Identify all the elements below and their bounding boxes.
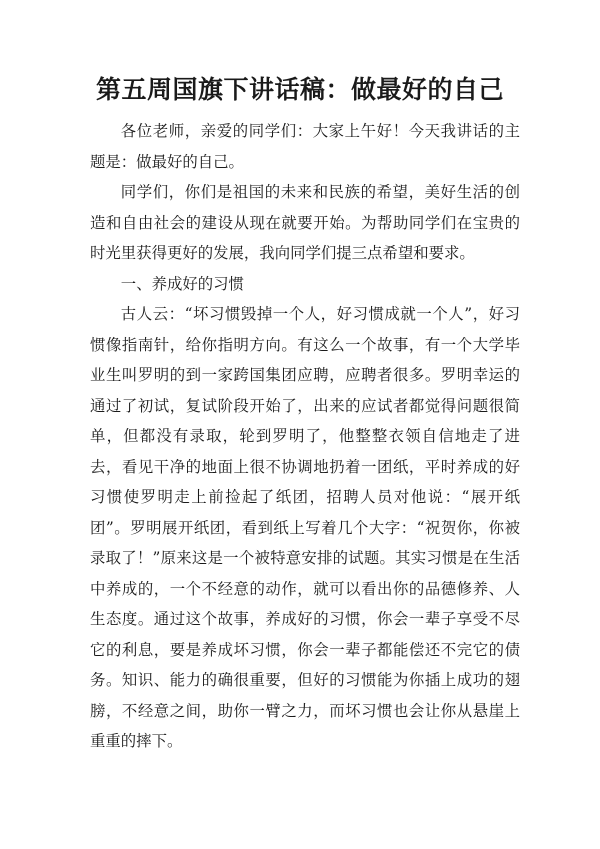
story-paragraph: 古人云：“坏习惯毁掉一个人，好习惯成就一个人”，好习惯像指南针，给你指明方向。有这么一个故事，有一个大学毕业生叫罗明的到一家跨国集团应聘，应聘者很多。罗明幸运的通过了初试，复试阶段开始了，出来的应试者都觉得问题很简单，但都没有录取，轮到罗明了，他整整衣领自信地走了进去，看见干净的地面上很不协调地扔着一团纸，平时养成的好习惯使罗明走上前捡起了纸团，招聘人员对他说：“展开纸团”。罗明展开纸团，看到纸上写着几个大字：“祝贺你，你被录取了！”原来这是一个被特意安排的试题。其实习惯是在生活中养成的，一个不经意的动作，就可以看出你的品德修养、人生态度。通过这个故事，养成好的习惯，你会一辈子享受不尽它的利息，要是养成坏习惯，你会一辈子都能偿还不完它的债务。知识、能力的确很重要，但好的习惯能为你插上成功的翅膀，不经意之间，助你一臂之力，而坏习惯也会让你从悬崖上重重的摔下。 [90,305,520,750]
section-heading: 一、养成好的习惯 [120,274,244,293]
intro-paragraph: 同学们，你们是祖国的未来和民族的希望，美好生活的创造和自由社会的建设从现在就要开始。为帮助同学们在宝贵的时光里获得更好的发展，我向同学们提三点希望和要求。 [90,183,520,262]
document-body [90,116,520,757]
greeting-paragraph: 各位老师，亲爱的同学们：大家上午好！今天我讲话的主题是：做最好的自己。 [90,122,520,171]
document-title: 第五周国旗下讲话稿：做最好的自己 [95,75,504,104]
